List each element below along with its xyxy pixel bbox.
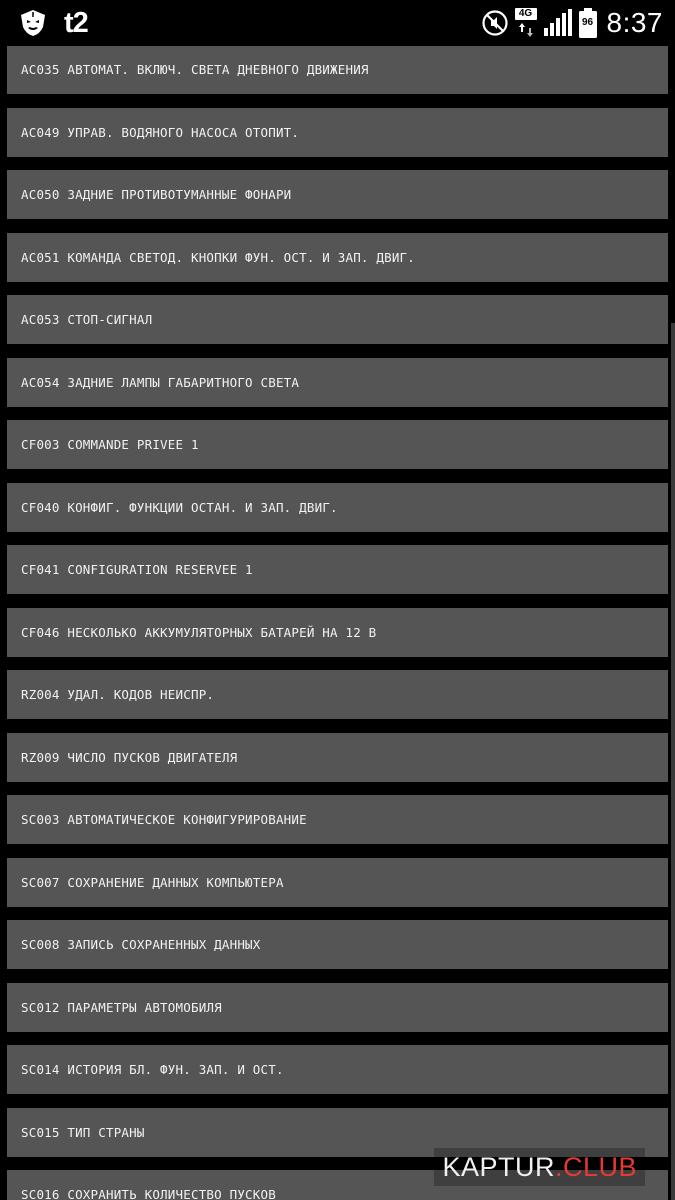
- status-bar: [0, 0, 675, 46]
- list-item-label: SC007 СОХРАНЕНИЕ ДАННЫХ КОМПЬЮТЕРА: [21, 874, 284, 890]
- list-item-label: AC053 СТОП-СИГНАЛ: [21, 312, 153, 327]
- list-item-label: AC051 КОМАНДА СВЕТОД. КНОПКИ ФУН. ОСТ. И ЗАП. ДВИГ.: [21, 249, 416, 265]
- list-item[interactable]: [7, 358, 668, 407]
- list-item[interactable]: [7, 295, 668, 344]
- watermark-text: KAPTUR: [442, 1152, 555, 1182]
- list-item[interactable]: [7, 233, 668, 282]
- list-item[interactable]: [7, 608, 668, 657]
- list-item-label: RZ009 ЧИСЛО ПУСКОВ ДВИГАТЕЛЯ: [21, 749, 238, 765]
- list-item[interactable]: [7, 170, 668, 219]
- list-item[interactable]: [7, 733, 668, 782]
- list-item-label: RZ004 УДАЛ. КОДОВ НЕИСПР.: [21, 687, 215, 702]
- list-item-label: CF046 НЕСКОЛЬКО АККУМУЛЯТОРНЫХ БАТАРЕЙ НА 12 В: [21, 624, 377, 640]
- list-item-label: CF040 КОНФИГ. ФУНКЦИИ ОСТАН. И ЗАП. ДВИГ.: [21, 499, 338, 515]
- carrier-name: t2: [64, 6, 88, 39]
- list-item[interactable]: [7, 420, 668, 469]
- shield-face-icon: [18, 8, 48, 38]
- network-type-label: 4G: [515, 8, 537, 20]
- status-bar-left: [18, 6, 88, 40]
- list-item[interactable]: [7, 483, 668, 532]
- list-item[interactable]: [7, 108, 668, 157]
- list-item-label: AC035 АВТОМАТ. ВКЛЮЧ. СВЕТА ДНЕВНОГО ДВИЖЕНИЯ: [21, 62, 369, 77]
- battery-level: 96: [581, 17, 594, 28]
- list-item-label: SC003 АВТОМАТИЧЕСКОЕ КОНФИГУРИРОВАНИЕ: [21, 812, 307, 827]
- sound-off-icon: [481, 9, 509, 37]
- network-4g-icon: [515, 7, 537, 39]
- list-item-label: SC016 СОХРАНИТЬ КОЛИЧЕСТВО ПУСКОВ: [21, 1187, 276, 1200]
- battery-icon: [579, 8, 597, 38]
- list-item-label: AC049 УПРАВ. ВОДЯНОГО НАСОСА ОТОПИТ.: [21, 124, 300, 140]
- list-item[interactable]: [7, 795, 668, 844]
- list-item[interactable]: [7, 983, 668, 1032]
- list-item[interactable]: [7, 858, 668, 907]
- list-item[interactable]: [7, 670, 668, 719]
- list-item[interactable]: [7, 545, 668, 594]
- list-item-label: AC054 ЗАДНИЕ ЛАМПЫ ГАБАРИТНОГО СВЕТА: [21, 374, 300, 390]
- list-item-label: CF003 COMMANDE PRIVEE 1: [21, 437, 199, 452]
- status-bar-right: [481, 6, 664, 40]
- list-item-label: SC008 ЗАПИСЬ СОХРАНЕННЫХ ДАННЫХ: [21, 937, 261, 952]
- list-item-label: CF041 CONFIGURATION RESERVEE 1: [21, 562, 253, 577]
- list-item[interactable]: [7, 45, 668, 94]
- list-item[interactable]: [7, 920, 668, 969]
- list-item-label: AC050 ЗАДНИЕ ПРОТИВОТУМАННЫЕ ФОНАРИ: [21, 187, 292, 202]
- scrollbar[interactable]: [671, 323, 675, 1200]
- list-item-label: SC014 ИСТОРИЯ БЛ. ФУН. ЗАП. И ОСТ.: [21, 1062, 284, 1077]
- watermark-accent-text: .CLUB: [554, 1152, 637, 1182]
- watermark-logo: [434, 1148, 645, 1186]
- signal-icon: [543, 9, 573, 37]
- list-item-label: SC015 ТИП СТРАНЫ: [21, 1124, 145, 1140]
- clock: 8:37: [606, 7, 663, 38]
- list-item-label: SC012 ПАРАМЕТРЫ АВТОМОБИЛЯ: [21, 999, 222, 1015]
- list-item[interactable]: [7, 1045, 668, 1094]
